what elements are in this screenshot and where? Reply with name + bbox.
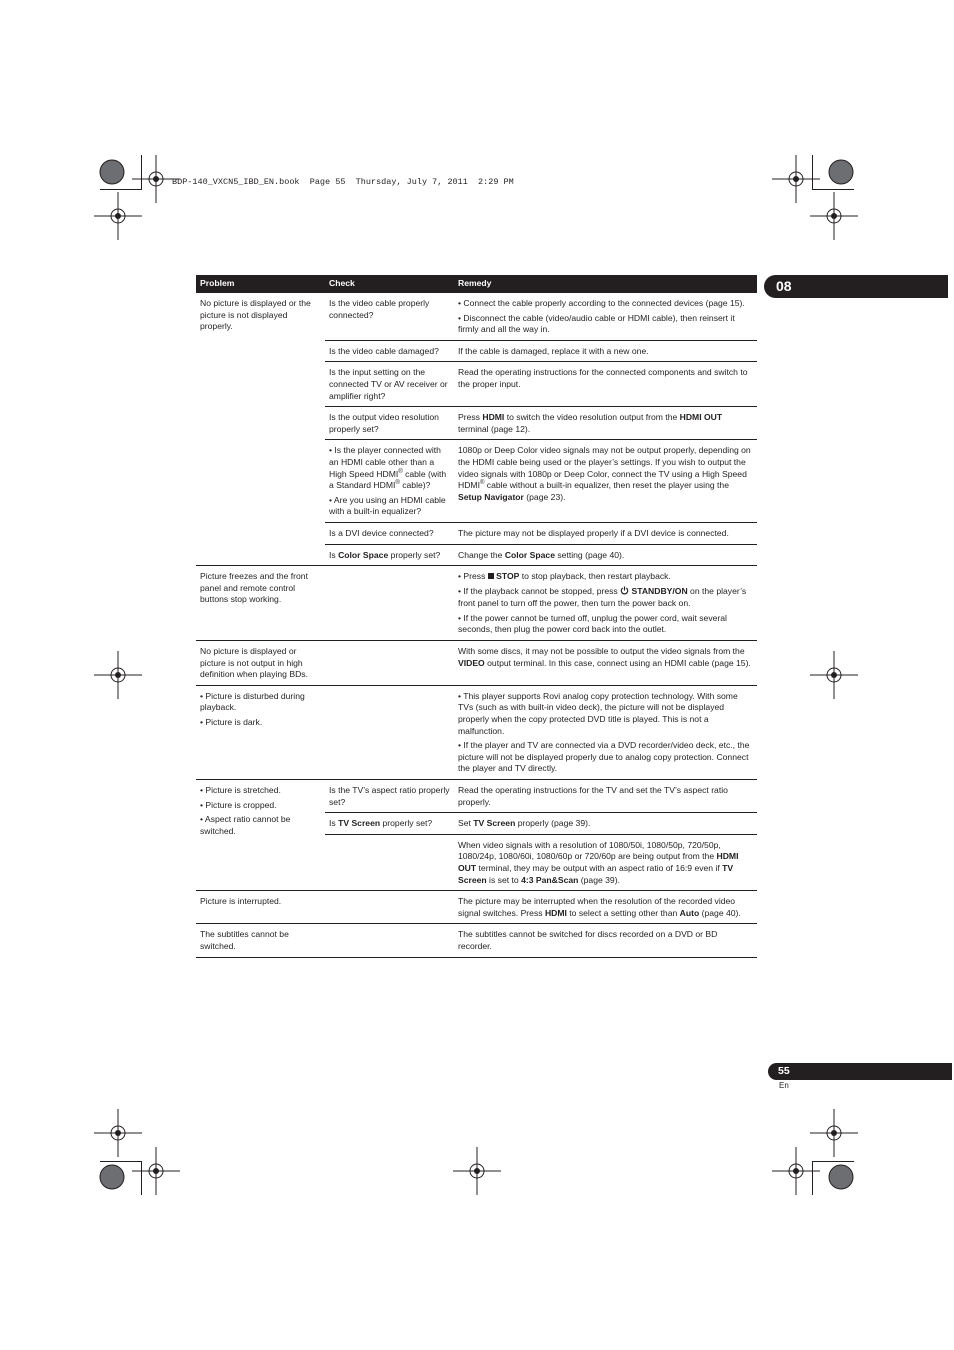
remedy-cell	[454, 407, 757, 440]
file-info-header: BDP-140_VXCN5_IBD_EN.book Page 55 Thursday, July 7, 2011 2:29 PM	[172, 177, 514, 187]
text-run: setting (page 40).	[554, 549, 625, 560]
table-header-row	[196, 275, 757, 293]
remedy-cell	[454, 813, 757, 835]
text-run: on the player’s front panel to turn off the power, then turn the power back on.	[458, 585, 747, 609]
check-item	[329, 445, 450, 491]
language-code: En	[779, 1081, 789, 1090]
power-icon	[620, 586, 629, 599]
remedy-item	[458, 571, 753, 583]
trim-line	[141, 155, 142, 189]
remedy-cell	[454, 891, 757, 924]
column-header-remedy: Remedy	[454, 275, 757, 293]
text-run: to stop playback, then restart playback.	[519, 571, 671, 582]
remedy-cell	[454, 544, 757, 566]
table-row	[196, 780, 757, 813]
text-run: output terminal. In this case, connect using an HDMI cable (page 15).	[484, 657, 751, 668]
crosshair-icon	[94, 651, 142, 699]
remedy-cell	[454, 685, 757, 779]
text-run: properly set?	[388, 549, 441, 560]
text-run: With some discs, it may not be possible to output the video signals from the	[458, 646, 745, 657]
remedy-item: • Connect the cable properly according to the connected devices (page 15).	[458, 298, 745, 308]
check-cell: Is the video cable properly connected?	[325, 293, 454, 340]
trim-line	[812, 189, 854, 190]
problem-cell: Picture freezes and the front panel and remote control buttons stop working.	[196, 566, 325, 641]
text-run: terminal, they may be output with an aspect ratio of 16:9 even if	[476, 862, 723, 873]
problem-cell	[196, 780, 325, 891]
check-cell: Is a DVI device connected?	[325, 522, 454, 544]
table-row	[196, 891, 757, 924]
remedy-item	[458, 586, 753, 610]
trim-line	[100, 189, 142, 190]
registration-rosette-icon	[828, 1164, 854, 1190]
problem-item: • Aspect ratio cannot be switched.	[200, 814, 291, 836]
registered-mark: ®	[395, 480, 400, 487]
text-run: to switch the video resolution output from the	[504, 412, 680, 423]
check-cell: Is the video cable damaged?	[325, 340, 454, 362]
text-run: cable without a built-in equalizer, then reset the player using the	[484, 480, 729, 491]
remedy-cell: Read the operating instructions for the connected components and switch to the proper input.	[454, 362, 757, 407]
crosshair-icon	[810, 192, 858, 240]
remedy-cell	[454, 834, 757, 890]
standby-on-label: STANDBY/ON	[631, 585, 688, 596]
remedy-cell	[454, 566, 757, 641]
problem-item: • Picture is dark.	[200, 717, 263, 728]
crosshair-icon	[94, 192, 142, 240]
column-header-problem: Problem	[196, 275, 325, 293]
remedy-cell	[454, 293, 757, 340]
stop-label: STOP	[496, 571, 520, 582]
hdmi-button-label: HDMI	[544, 907, 567, 918]
page-number: 55	[778, 1065, 790, 1077]
text-run: 1080p or Deep Color video signals may not be output properly, depending on the HDMI cable being used or the player’s settings. If you wish to output the video signals with 1080p or Deep Color, connect the TV using a High Speed HDMI	[458, 445, 751, 491]
text-run: When video signals with a resolution of 1080/50i, 1080/50p, 720/50p, 1080/24p, 1080/60i, 1080/60p or 720/60p are being output from the	[458, 839, 721, 862]
text-run: Is	[329, 549, 339, 560]
auto-label: Auto	[679, 907, 700, 918]
remedy-item: • This player supports Rovi analog copy protection technology. With some TVs (such as with built-in video deck), the picture will not be displayed properly when the copy protected DVD title is played. This is not a malfunction.	[458, 690, 738, 736]
tv-screen-label: TV Screen	[458, 862, 734, 885]
text-run: cable (with a Standard HDMI	[329, 468, 447, 491]
trim-line	[812, 1161, 854, 1162]
check-cell: Is the input setting on the connected TV or AV receiver or amplifier right?	[325, 362, 454, 407]
table-row	[196, 685, 757, 779]
check-item: • Are you using an HDMI cable with a built-in equalizer?	[329, 494, 446, 517]
remedy-cell	[454, 641, 757, 686]
text-run: (page 39).	[578, 874, 620, 885]
check-cell	[325, 641, 454, 686]
text-run: properly set?	[380, 818, 433, 829]
color-space-label: Color Space	[338, 549, 389, 560]
check-cell: Is the TV’s aspect ratio properly set?	[325, 780, 454, 813]
text-run: properly (page 39).	[515, 818, 591, 829]
problem-cell: No picture is displayed or the picture is not displayed properly.	[196, 293, 325, 566]
text-run: Is	[329, 818, 339, 829]
registered-mark: ®	[398, 468, 403, 475]
trim-line	[812, 1161, 813, 1195]
table-row	[196, 641, 757, 686]
troubleshooting-table	[196, 275, 757, 958]
trim-line	[100, 1161, 142, 1162]
remedy-item: • If the power cannot be turned off, unplug the power cord, wait several seconds, then plug the power cord back into the outlet.	[458, 612, 727, 635]
text-run: to select a setting other than	[566, 907, 680, 918]
registration-rosette-icon	[828, 159, 854, 185]
check-cell	[325, 834, 454, 890]
trim-line	[141, 1161, 142, 1195]
text-run: The picture may be interrupted when the resolution of the recorded video signal switches. Press	[458, 896, 736, 918]
check-cell	[325, 891, 454, 924]
text-run: (page 23).	[523, 491, 566, 502]
text-run: Set	[458, 818, 474, 829]
problem-item: • Picture is stretched.	[200, 785, 281, 795]
chapter-tab	[764, 275, 948, 298]
problem-cell: The subtitles cannot be switched.	[196, 924, 325, 957]
check-cell	[325, 813, 454, 835]
check-cell	[325, 440, 454, 523]
text-run: terminal (page 12).	[458, 423, 531, 434]
remedy-cell: If the cable is damaged, replace it with a new one.	[454, 340, 757, 362]
problem-cell: Picture is interrupted.	[196, 891, 325, 924]
remedy-item: • Disconnect the cable (video/audio cable or HDMI cable), then reinsert it firmly and all the way in.	[458, 312, 735, 335]
remedy-cell: The subtitles cannot be switched for discs recorded on a DVD or BD recorder.	[454, 924, 757, 957]
text-run: cable)?	[399, 480, 431, 491]
trim-line	[812, 155, 813, 189]
remedy-item: • If the player and TV are connected via a DVD recorder/video deck, etc., the picture will not be displayed properly due to analog copy protection. Connect the player and TV directly.	[458, 740, 750, 774]
crosshair-icon	[132, 1147, 180, 1195]
check-cell	[325, 924, 454, 957]
tv-screen-label: TV Screen	[473, 818, 516, 829]
check-cell: Is the output video resolution properly set?	[325, 407, 454, 440]
stop-icon	[488, 573, 494, 579]
problem-cell	[196, 685, 325, 779]
registration-rosette-icon	[99, 159, 125, 185]
check-cell	[325, 685, 454, 779]
table-row	[196, 924, 757, 957]
hdmi-button-label: HDMI	[482, 412, 505, 423]
remedy-cell: Read the operating instructions for the TV and set the TV’s aspect ratio properly.	[454, 780, 757, 813]
remedy-cell	[454, 440, 757, 523]
check-cell	[325, 566, 454, 641]
color-space-label: Color Space	[504, 549, 555, 560]
text-run: Change the	[458, 549, 505, 560]
setup-navigator-label: Setup Navigator	[458, 491, 524, 502]
text-run: (page 40).	[699, 907, 741, 918]
registered-mark: ®	[479, 480, 485, 487]
text-run: • If the playback cannot be stopped, press	[458, 585, 621, 596]
text-run: Press	[458, 412, 483, 423]
table-row	[196, 293, 757, 340]
problem-item: • Picture is disturbed during playback.	[200, 690, 305, 713]
problem-cell: No picture is displayed or picture is not output in high definition when playing BDs.	[196, 641, 325, 686]
hdmi-out-label: HDMI OUT	[679, 412, 723, 423]
table-row	[196, 566, 757, 641]
tv-screen-label: TV Screen	[338, 818, 381, 829]
chapter-number: 08	[776, 278, 792, 294]
crosshair-icon	[810, 651, 858, 699]
crosshair-icon	[453, 1147, 501, 1195]
remedy-cell: The picture may not be displayed properly if a DVI device is connected.	[454, 522, 757, 544]
text-run: is set to	[486, 874, 522, 885]
text-run: • Is the player connected with an HDMI cable other than a High Speed HDMI	[329, 445, 441, 479]
page-number-tab	[768, 1063, 952, 1080]
registration-rosette-icon	[99, 1164, 125, 1190]
hdmi-out-label: HDMI OUT	[458, 851, 739, 873]
problem-item: • Picture is cropped.	[200, 799, 277, 810]
column-header-check: Check	[325, 275, 454, 293]
text-run: • Press	[458, 571, 488, 582]
pan-scan-label: 4:3 Pan&Scan	[521, 874, 579, 885]
check-cell	[325, 544, 454, 566]
video-label: VIDEO	[458, 657, 485, 668]
